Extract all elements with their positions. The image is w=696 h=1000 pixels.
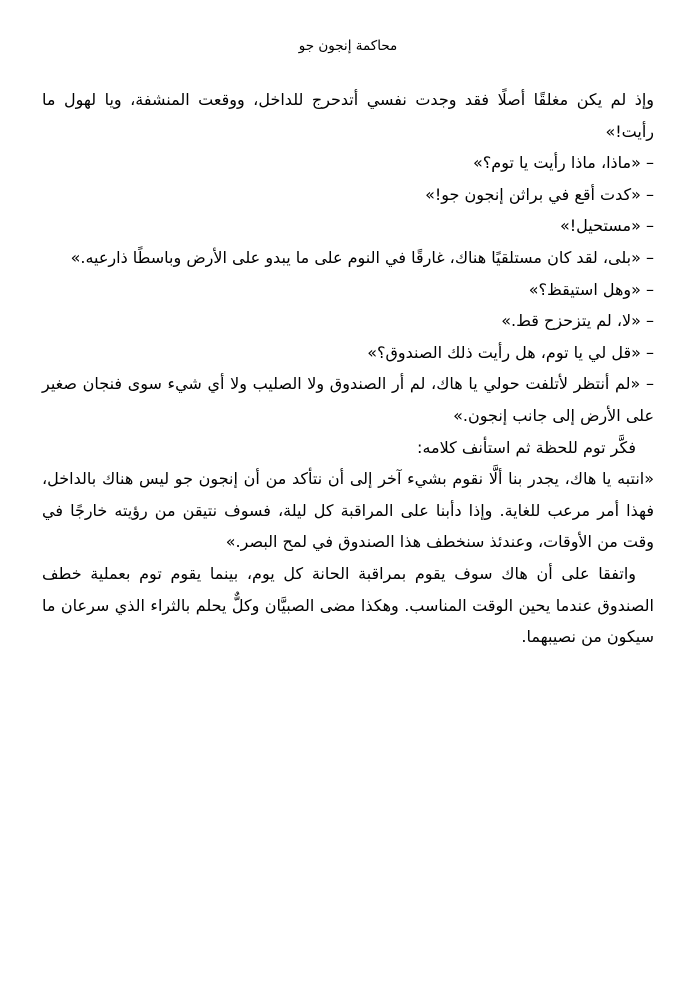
dialogue-line: – «وهل استيقظ؟» (528, 279, 654, 299)
paragraph-narration: وإذ لم يكن مغلقًا أصلًا فقد وجدت نفسي أتدحرج للداخل، ووقعت المنشفة، ويا لهول ما رأيت!» (42, 90, 654, 141)
paragraph-narration: فكَّر توم للحظة ثم استأنف كلامه: (417, 437, 636, 457)
dialogue-line: – «قل لي يا توم، هل رأيت ذلك الصندوق؟» (367, 342, 654, 362)
paragraph-narration: واتفقا على أن هاك سوف يقوم بمراقبة الحانة كل يوم، بينما يقوم توم بعملية خطف الصندوق عندما يحين الوقت المناسب. وهكذا مضى الصبيَّان وكلٌّ يحلم بالثراء الذي سرعان ما سيكون من نصيبهما. (42, 563, 654, 647)
dialogue-line: – «لا، لم يتزحزح قط.» (501, 311, 654, 331)
dialogue-line: – «كدت أقع في براثن إنجون جو!» (425, 184, 654, 204)
paragraph-dialogue: «انتبه يا هاك، يجدر بنا ألَّا نقوم بشيء آخر إلى أن نتأكد من أن إنجون جو ليس هناك بالداخل، فهذا أمر مرعب للغاية. وإذا دأبنا على المراقبة كل ليلة، فسوف نتيقن من رؤيته خارجًا في وقت من الأوقات، وعندئذ سنخطف هذا الصندوق في لمح البصر.» (42, 469, 654, 552)
page-body (42, 84, 654, 653)
running-header: محاكمة إنجون جو (298, 38, 398, 54)
dialogue-line: – «بلى، لقد كان مستلقيًا هناك، غارقًا في النوم على ما يبدو على الأرض وباسطًا ذارعيه.» (70, 247, 654, 267)
dialogue-line: – «ماذا، ماذا رأيت يا توم؟» (473, 153, 654, 173)
dialogue-line: – «لم أنتظر لأتلفت حولي يا هاك، لم أر الصندوق ولا الصليب ولا أي شيء سوى فنجان صغير على الأرض إلى جانب إنجون.» (42, 374, 654, 425)
dialogue-line: – «مستحيل!» (559, 216, 654, 236)
